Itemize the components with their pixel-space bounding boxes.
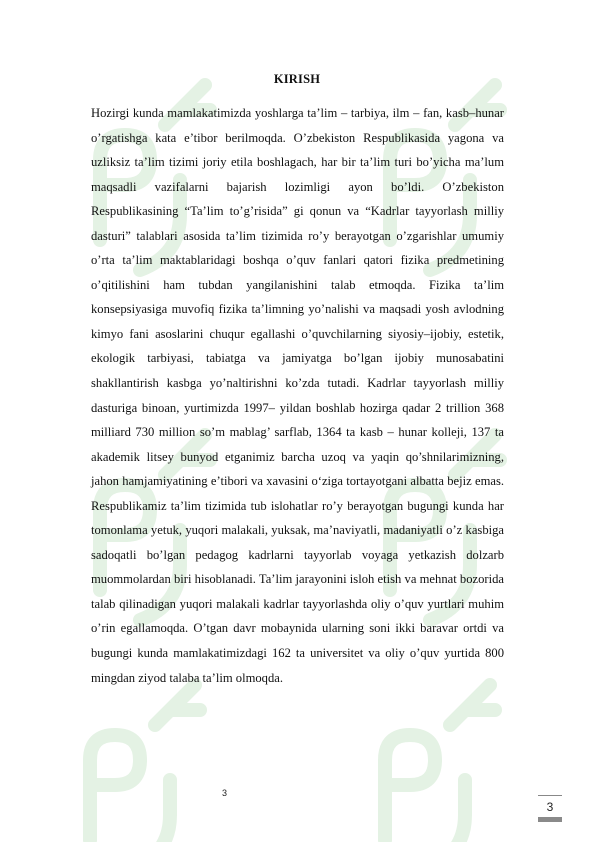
body-paragraph: Hozirgi kunda mamlakatimizda yoshlarga ta’lim – tarbiya, ilm – fan, kasb–hunar o’rgatishga kata e’tibor berilmoqda. O’zbekiston Respublikasida yagona va uzliksiz ta’lim tizimi joriy etila boshlagach, har bir ta’lim turi bo’yicha ma’lum maqsadli vazifalarni bajarish lozimligi ayon bo’ldi. O’zbekiston Respublikasining “Ta’lim to’g’risida” gi qonun va “Kadrlar tayyorlash milliy dasturi” talablari asosida ta’lim tizimida ro’y berayotgan o’zgarishlar umumiy o’rta ta’lim maktablaridagi boshqa o’quv fanlari qatori fizika predmetining o’qitilishini ham tubdan yangilanishini talab etmoqda. Fizika ta’lim konsepsiyasiga muvofiq fizika ta’limning yo’nalishi va maqsadi yosh avlodning kimyo fani asoslarini chuqur egallashi o’quvchilarning siyosiy–ijobiy, estetik, ekologik tarbiyasi, tabiatga va jamiyatga bo’lgan ijobiy munosabatini shakllantirish kasbga yo’naltirishni ko’zda tutadi. Kadrlar tayyorlash milliy dasturiga binoan, yurtimizda 1997– yildan boshlab hozirga qadar 2 trillion 368 milliard 730 million so’m mablag’ sarflab, 1364 ta kasb – hunar kolleji, 137 ta akademik litsey bunyod etganimiz barcha uzoq va yaqin qo’shnilarimizning, jahon hamjamiyatining e’tibori va xavasini o‘ziga tortayotgani albatta bejiz emas. Respublikamiz ta’lim tizimida tub islohatlar ro’y berayotgan bugungi kunda har tomonlama yetuk, yuqori malakali, yuksak, ma’naviyatli, madaniyatli o’z kasbiga sadoqatli bo’lgan pedagog kadrlarni tayyorlab voyaga yetkazish dolzarb muommolardan biri hisoblanadi. Ta’lim jarayonini isloh etish va mehnat bozorida talab qilinadigan yuqori malakali kadrlar tayyorlashda oliy o’quv yurtlari muhim o’rin egallamoqda. O’tgan davr mobaynida ularning soni ikki baravar ortdi va bugungi kunda mamlakatimizdagi 162 ta universitet va oliy o’quv yurtida 800 mingdan ziyod talaba ta’lim olmoqda. (91, 106, 504, 685)
section-heading: KIRISH (273, 72, 321, 86)
page-number-corner: 3 (538, 795, 562, 815)
badge-bar (538, 817, 562, 822)
page-number-badge (538, 795, 562, 822)
page-number-footer: 3 (222, 788, 228, 798)
